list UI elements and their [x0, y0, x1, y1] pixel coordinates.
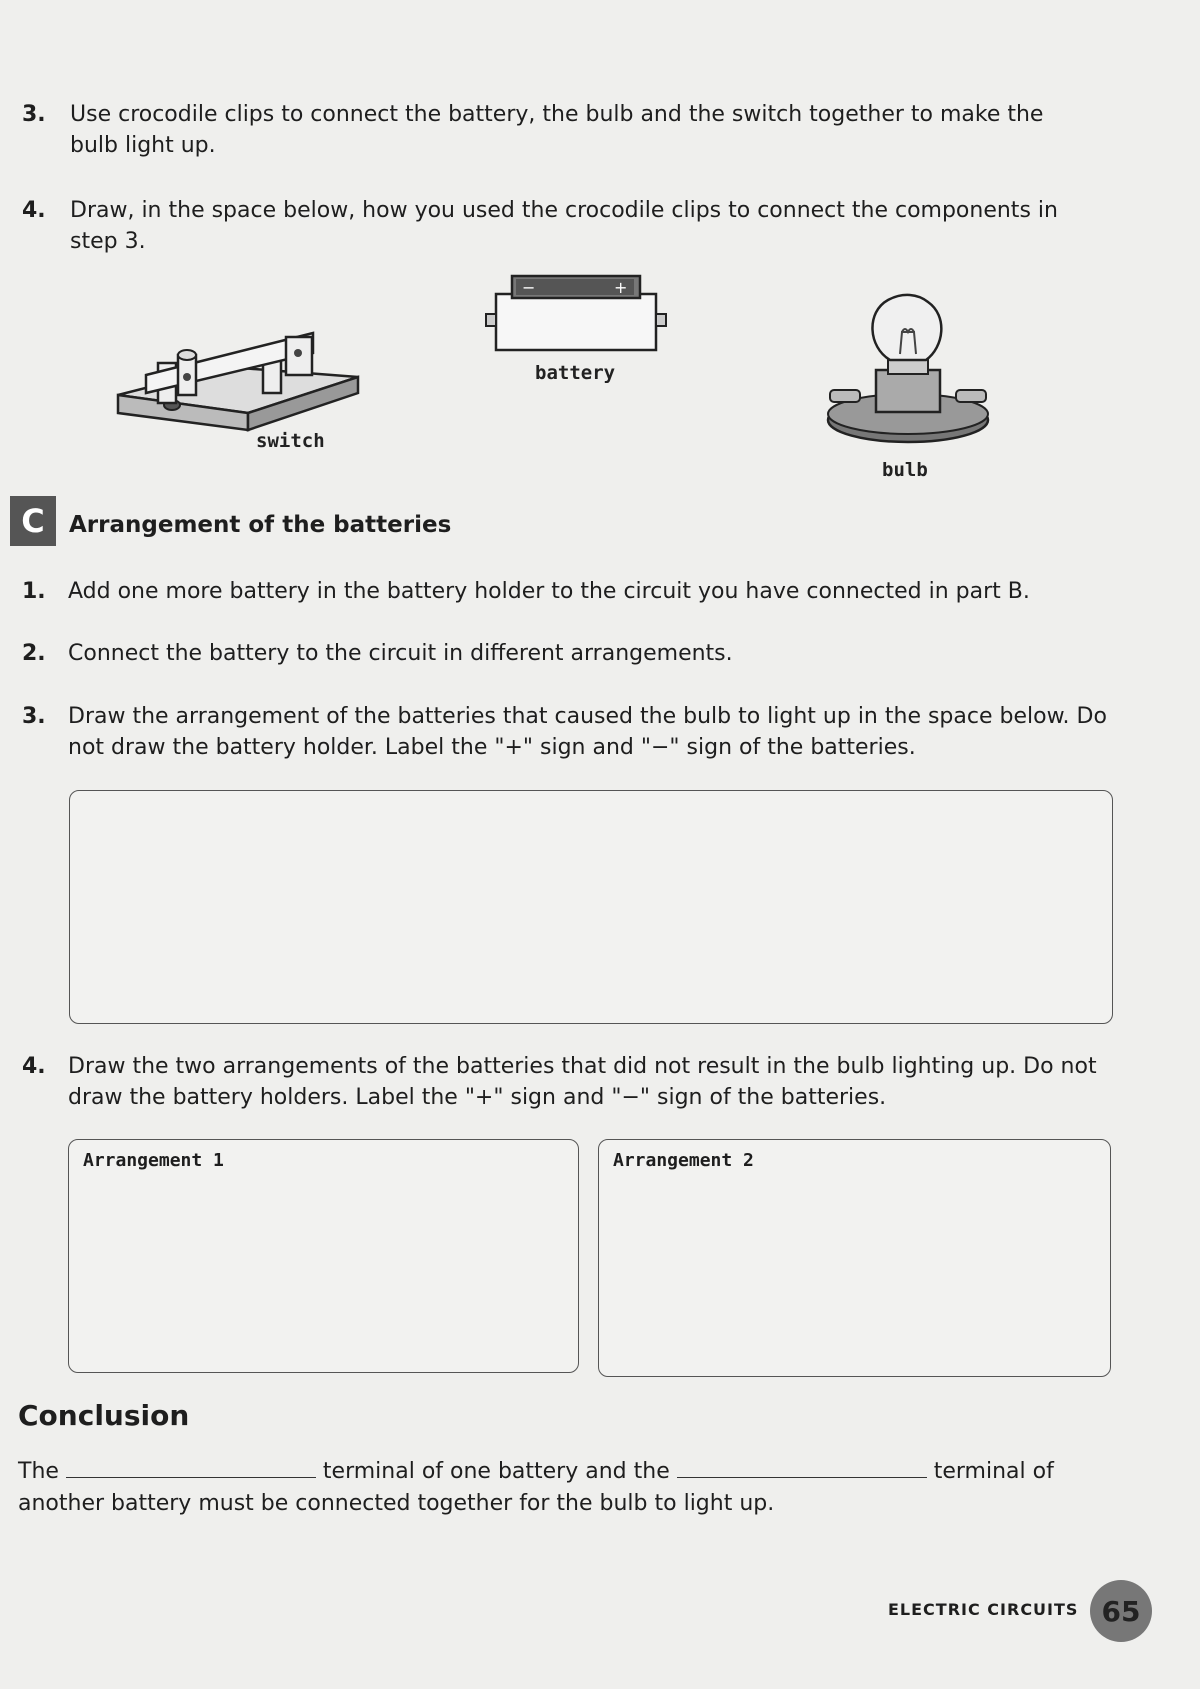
bulb-illustration — [818, 292, 998, 462]
battery-label: battery — [535, 362, 616, 384]
section-badge: C — [10, 496, 56, 546]
arrangement-2-title: Arrangement 2 — [613, 1150, 754, 1171]
conclusion-blank-1[interactable] — [66, 1459, 316, 1478]
step-number: 3. — [22, 102, 46, 127]
bulb-label: bulb — [882, 459, 928, 481]
conclusion-part-2: terminal of one battery and the — [322, 1459, 670, 1484]
step-number: 3. — [22, 704, 46, 729]
section-step-1 — [22, 576, 1112, 607]
section-step-3 — [22, 701, 1112, 763]
conclusion-blank-2[interactable] — [677, 1459, 927, 1478]
step-text: Draw the two arrangements of the batteries that did not result in the bulb lighting up. Do not draw the battery holders. Label the "+" sign and "−" sign of the batteries. — [68, 1054, 1097, 1110]
step-text: Use crocodile clips to connect the battery, the bulb and the switch together to make the bulb light up. — [70, 102, 1044, 158]
conclusion-text — [18, 1456, 1078, 1520]
section-step-2 — [22, 638, 1112, 669]
step-number: 2. — [22, 641, 46, 666]
battery-neg-sign: − — [522, 278, 536, 297]
switch-illustration — [108, 325, 378, 455]
battery-pos-sign: + — [614, 278, 628, 297]
step-text: Draw the arrangement of the batteries that caused the bulb to light up in the space below. Do not draw the battery holder. Label the "+" sign and "−" sign of the batteries. — [68, 704, 1107, 760]
section-title: Arrangement of the batteries — [69, 512, 452, 538]
step-text: Add one more battery in the battery holder to the circuit you have connected in part B. — [68, 579, 1030, 604]
step-text: Connect the battery to the circuit in different arrangements. — [68, 641, 733, 666]
step-number: 4. — [22, 1054, 46, 1079]
page-number: 65 — [1090, 1580, 1152, 1642]
arrangement-1-title: Arrangement 1 — [83, 1150, 224, 1171]
conclusion-heading: Conclusion — [18, 1399, 190, 1432]
answer-box-arrangement-1[interactable] — [68, 1139, 579, 1373]
step-number: 1. — [22, 579, 46, 604]
footer-section-label: ELECTRIC CIRCUITS — [888, 1600, 1079, 1619]
answer-box-working-arrangement[interactable] — [69, 790, 1113, 1024]
step-4-top — [22, 195, 1092, 257]
step-text: Draw, in the space below, how you used the crocodile clips to connect the components in step 3. — [70, 198, 1058, 254]
conclusion-part-1: The — [18, 1459, 59, 1484]
battery-illustration — [486, 272, 686, 362]
section-step-4 — [22, 1051, 1112, 1113]
conclusion-part-3: terminal of another battery must be connected together for the bulb to light up. — [18, 1459, 1054, 1516]
answer-box-arrangement-2[interactable] — [598, 1139, 1111, 1377]
step-number: 4. — [22, 198, 46, 223]
step-3-top — [22, 99, 1092, 161]
switch-label: switch — [256, 430, 325, 452]
